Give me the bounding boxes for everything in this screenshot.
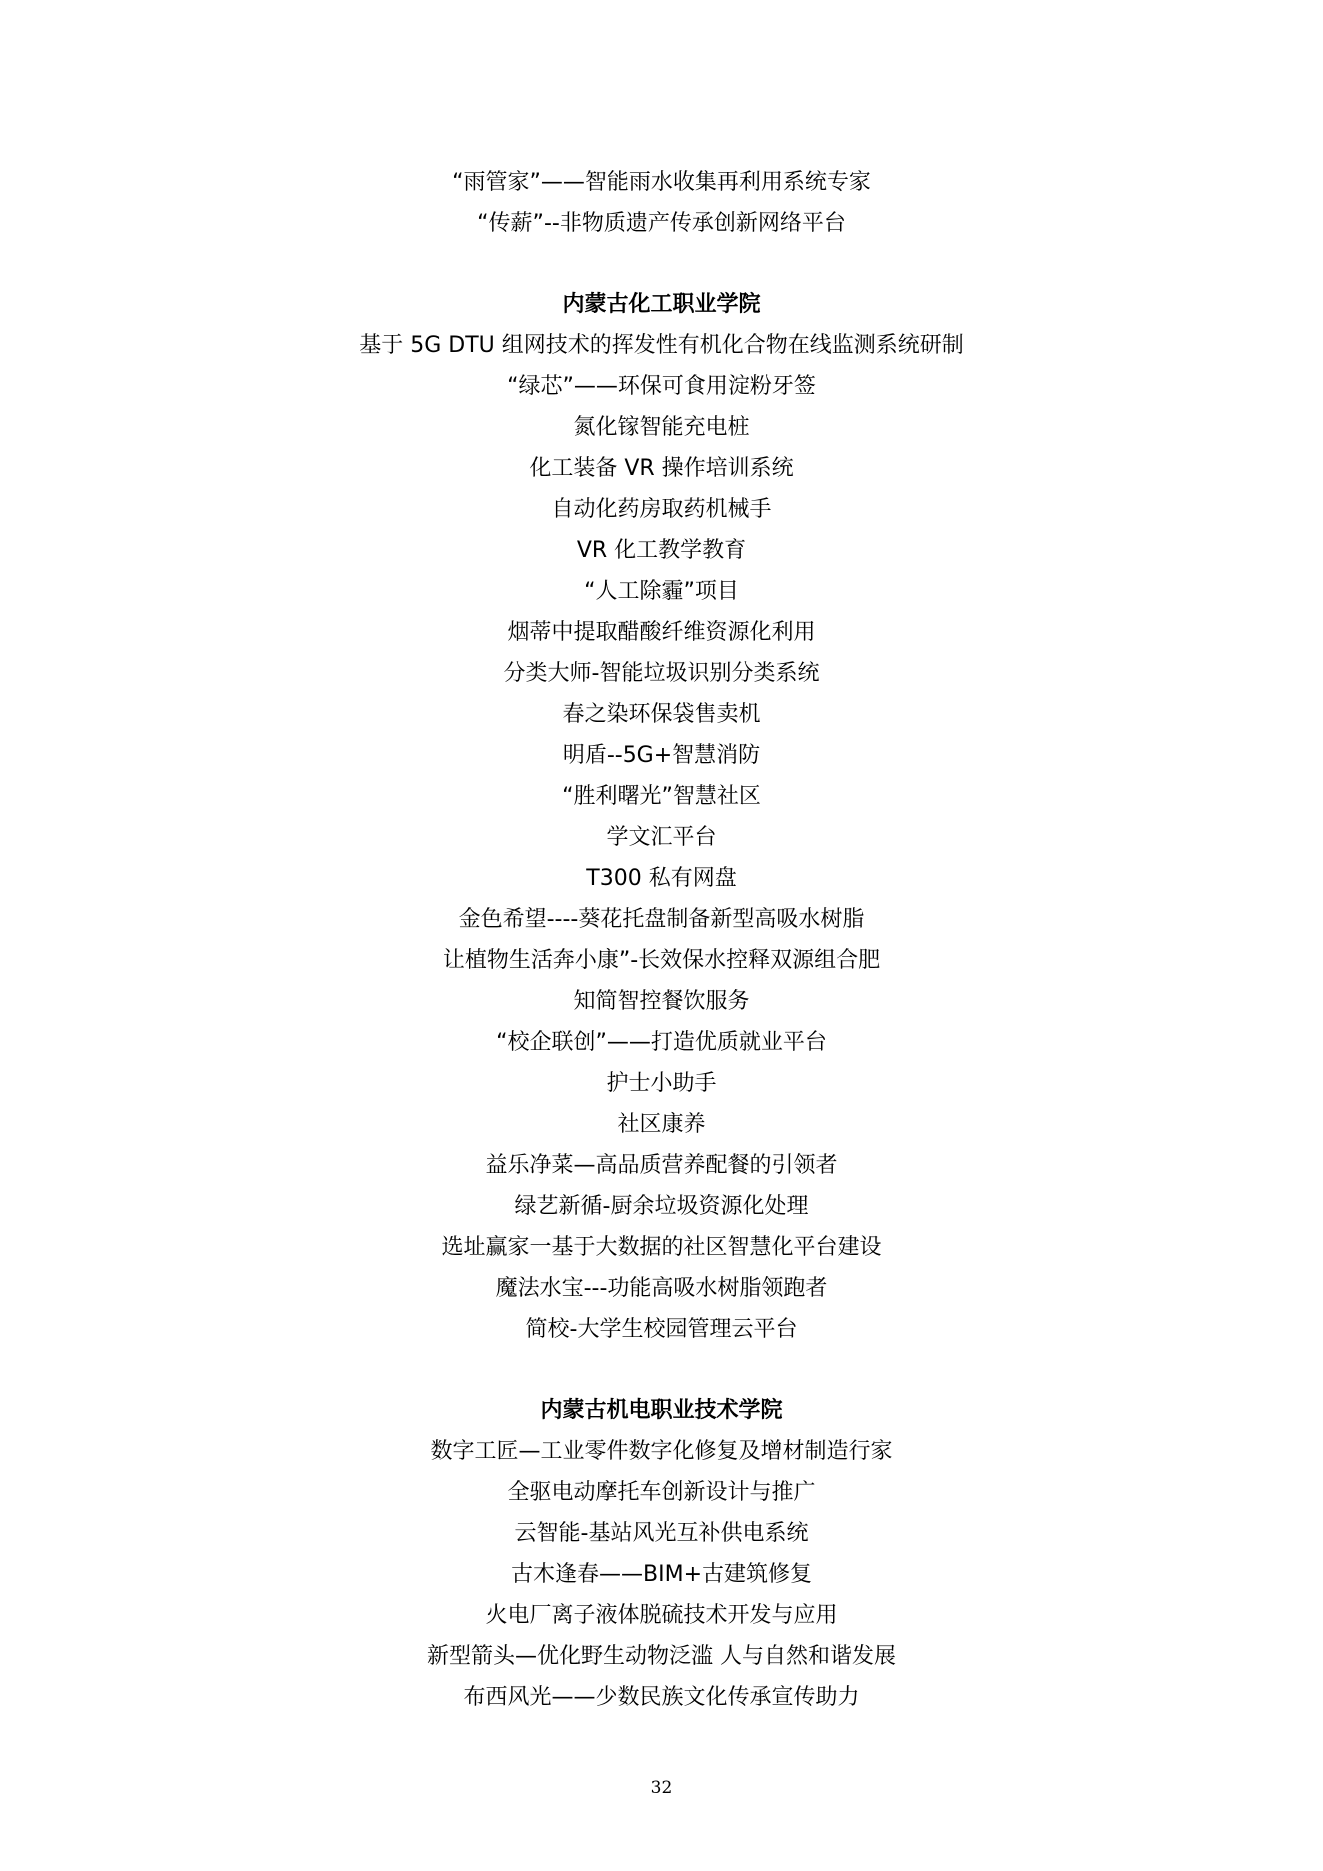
list-item: VR 化工教学教育	[576, 538, 747, 563]
page-number: 32	[650, 1778, 673, 1798]
list-item: 知简智控餐饮服务	[573, 989, 750, 1014]
list-item: T300 私有网盘	[586, 866, 737, 891]
list-item: 自动化药房取药机械手	[551, 497, 772, 522]
list-item: 春之染环保袋售卖机	[562, 702, 761, 727]
list-item: “传薪”--非物质遗产传承创新网络平台	[477, 211, 846, 236]
list-item: 选址赢家一基于大数据的社区智慧化平台建设	[441, 1235, 882, 1260]
list-item: 简校-大学生校园管理云平台	[525, 1317, 798, 1342]
list-item: 烟蒂中提取醋酸纤维资源化利用	[507, 620, 816, 645]
list-item: 古木逢春——BIM+古建筑修复	[511, 1562, 812, 1587]
list-item: “雨管家”——智能雨水收集再利用系统专家	[452, 170, 871, 195]
project-list	[0, 162, 1323, 1718]
section-heading: 内蒙古机电职业技术学院	[540, 1398, 783, 1423]
list-item: 火电厂离子液体脱硫技术开发与应用	[485, 1603, 838, 1628]
section-heading: 内蒙古化工职业学院	[562, 292, 761, 317]
section-spacer	[0, 1350, 1323, 1390]
section-spacer	[0, 244, 1323, 284]
list-item: 绿艺新循-厨余垃圾资源化处理	[514, 1194, 809, 1219]
list-item: 数字工匠—工业零件数字化修复及增材制造行家	[430, 1439, 893, 1464]
list-item: 基于 5G DTU 组网技术的挥发性有机化合物在线监测系统研制	[359, 333, 964, 358]
list-item: 明盾--5G+智慧消防	[562, 743, 761, 768]
list-item: “绿芯”——环保可食用淀粉牙签	[507, 374, 816, 399]
list-item: 金色希望----葵花托盘制备新型高吸水树脂	[458, 907, 865, 932]
list-item: 社区康养	[617, 1112, 706, 1137]
list-item: 益乐净菜—高品质营养配餐的引领者	[485, 1153, 838, 1178]
list-item: “胜利曙光”智慧社区	[562, 784, 761, 809]
list-item: 学文汇平台	[606, 825, 717, 850]
list-item: 全驱电动摩托车创新设计与推广	[507, 1480, 816, 1505]
list-item: 化工装备 VR 操作培训系统	[529, 456, 794, 481]
list-item: 新型箭头—优化野生动物泛滥 人与自然和谐发展	[427, 1644, 896, 1669]
list-item: 魔法水宝---功能高吸水树脂领跑者	[495, 1276, 828, 1301]
list-item: 分类大师-智能垃圾识别分类系统	[503, 661, 820, 686]
list-item: 布西风光——少数民族文化传承宣传助力	[463, 1685, 860, 1710]
list-item: 氮化镓智能充电桩	[573, 415, 750, 440]
list-item: 云智能-基站风光互补供电系统	[514, 1521, 809, 1546]
list-item: “人工除霾”项目	[584, 579, 739, 604]
list-item: 让植物生活奔小康”-长效保水控释双源组合肥	[442, 948, 881, 973]
list-item: 护士小助手	[606, 1071, 717, 1096]
list-item: “校企联创”——打造优质就业平台	[496, 1030, 827, 1055]
